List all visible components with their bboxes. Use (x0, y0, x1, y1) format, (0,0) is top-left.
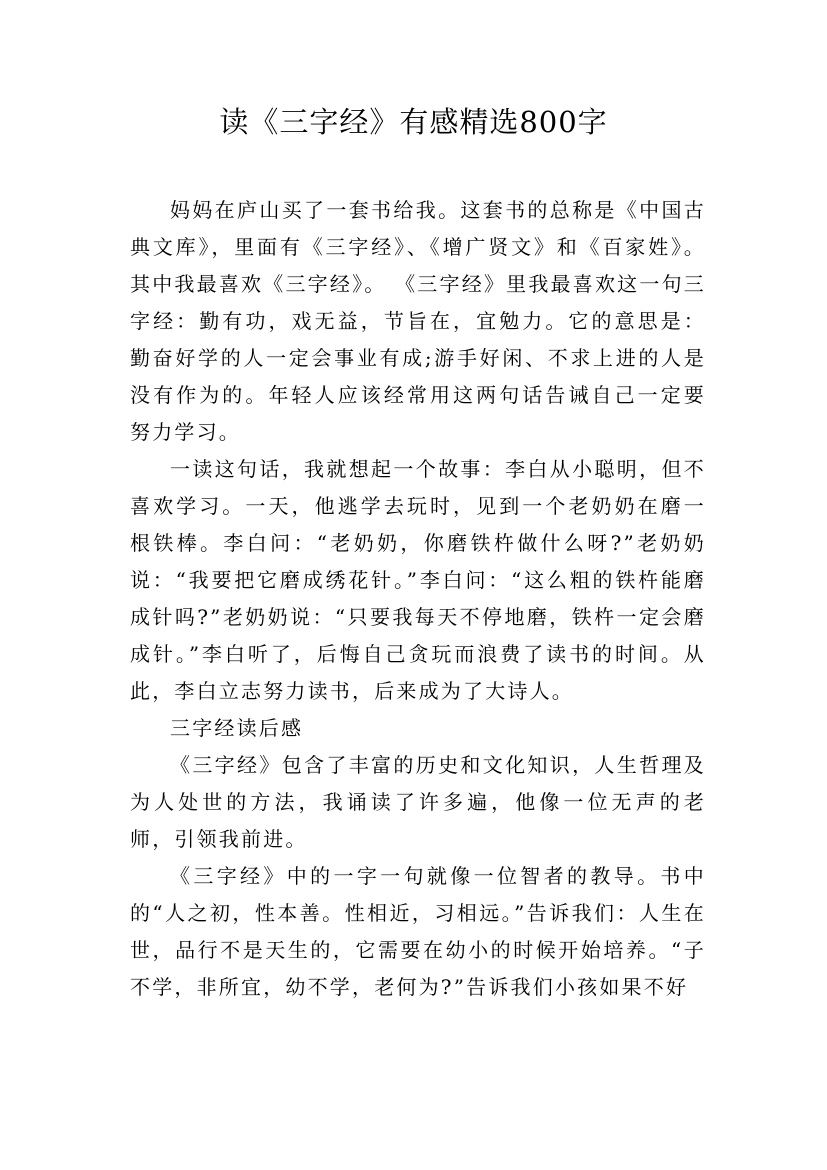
article-body (130, 192, 706, 1006)
page-title: 读《三字经》有感精选800字 (219, 105, 608, 139)
paragraph-4: 《三字经》中的一字一句就像一位智者的教导。书中的“人之初，性本善。性相近，习相远。”告诉我们：人生在世，品行不是天生的，它需要在幼小的时候开始培养。“子不学，非所宜，幼不学，老何为?”告诉我们小孩如果不好 (130, 864, 706, 999)
paragraph-2: 一读这句话，我就想起一个故事：李白从小聪明，但不喜欢学习。一天，他逃学去玩时，见到一个老奶奶在磨一根铁棒。李白问：“老奶奶，你磨铁杵做什么呀?”老奶奶说：“我要把它磨成绣花针。”李白问：“这么粗的铁杵能磨成针吗?”老奶奶说：“只要我每天不停地磨，铁杵一定会磨成针。”李白听了，后悔自己贪玩而浪费了读书的时间。从此，李白立志努力读书，后来成为了大诗人。 (130, 457, 706, 703)
paragraph-3: 《三字经》包含了丰富的历史和文化知识，人生哲理及为人处世的方法，我诵读了许多遍，他像一位无声的老师，引领我前进。 (130, 753, 706, 851)
section-heading: 三字经读后感 (170, 716, 304, 740)
paragraph-1: 妈妈在庐山买了一套书给我。这套书的总称是《中国古典文库》，里面有《三字经》、《增广贤文》和《百家姓》。其中我最喜欢《三字经》。 《三字经》里我最喜欢这一句三字经：勤有功，戏无益，节旨在，宜勉力。它的意思是：勤奋好学的人一定会事业有成;游手好闲、不求上进的人是没有作为的。年轻人应该经常用这两句话告诫自己一定要努力学习。 (130, 198, 706, 444)
